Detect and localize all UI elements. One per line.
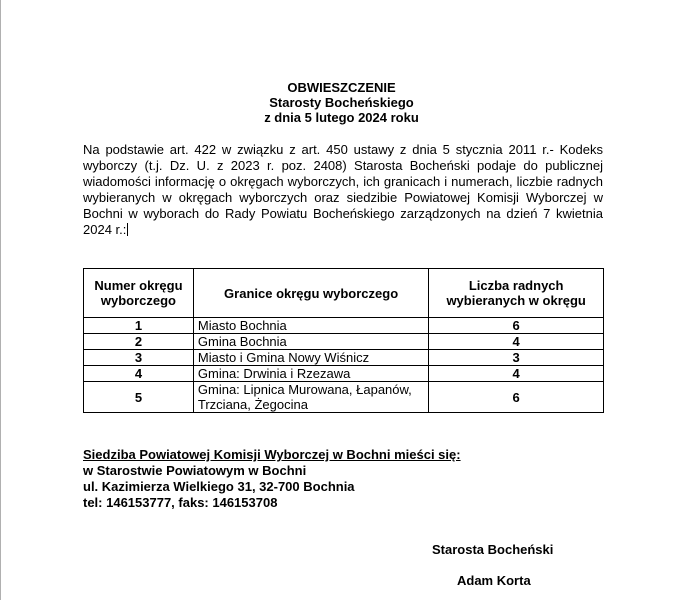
- document-header: [0, 80, 683, 125]
- announcement-text: Na podstawie art. 422 w związku z art. 450 ustawy z dnia 5 stycznia 2011 r.- Kodeks wyborczy (t.j. Dz. U. z 2023 r. poz. 2408) Starosta Bocheński podaje do publicznej wiadomości informację o okręgach wyborczych, ich granicach i numerach, liczbie radnych wybieranych w okręgach wyborczych oraz siedzibie Powiatowej Komisji Wyborczej w Bochni w wyborach do Rady Powiatu Bocheńskiego zarządzonych na dzień 7 kwietnia 2024 r.:: [83, 142, 603, 237]
- district-bounds: Gmina: Drwinia i Rzezawa: [193, 366, 428, 382]
- header-councillor-count: Liczba radnych wybieranych w okręgu: [429, 269, 604, 318]
- councillor-count: 4: [429, 366, 604, 382]
- document-title: OBWIESZCZENIE: [287, 80, 396, 95]
- councillor-count: 4: [429, 334, 604, 350]
- districts-table: [83, 268, 604, 413]
- table-row: [84, 318, 604, 334]
- councillor-count: 6: [429, 382, 604, 413]
- table-row: [84, 334, 604, 350]
- district-number: 3: [84, 350, 194, 366]
- signature-role: Starosta Bocheński: [432, 542, 554, 557]
- header-district-bounds: Granice okręgu wyborczego: [193, 269, 428, 318]
- district-number: 4: [84, 366, 194, 382]
- seat-line-address: ul. Kazimierza Wielkiego 31, 32-700 Bochnia: [83, 479, 355, 494]
- district-bounds: Miasto Bochnia: [193, 318, 428, 334]
- table-row: [84, 366, 604, 382]
- table-row: [84, 350, 604, 366]
- seat-title: Siedziba Powiatowej Komisji Wyborczej w Bochni mieści się:: [83, 447, 461, 462]
- table-header-row: [84, 269, 604, 318]
- district-bounds: Gmina: Lipnica Murowana, Łapanów, Trzciana, Żegocina: [193, 382, 428, 413]
- document-date: z dnia 5 lutego 2024 roku: [264, 110, 419, 125]
- text-cursor: [127, 223, 128, 236]
- district-number: 5: [84, 382, 194, 413]
- commission-seat: [83, 447, 461, 511]
- councillor-count: 3: [429, 350, 604, 366]
- signature-name: Adam Korta: [457, 573, 531, 588]
- table-row: [84, 382, 604, 413]
- header-district-number: Numer okręgu wyborczego: [84, 269, 194, 318]
- district-number: 1: [84, 318, 194, 334]
- district-bounds: Miasto i Gmina Nowy Wiśnicz: [193, 350, 428, 366]
- councillor-count: 6: [429, 318, 604, 334]
- announcement-paragraph[interactable]: [83, 142, 603, 238]
- seat-line-phone: tel: 146153777, faks: 146153708: [83, 495, 278, 510]
- document-subtitle: Starosty Bocheńskiego: [269, 95, 414, 110]
- district-bounds: Gmina Bochnia: [193, 334, 428, 350]
- district-number: 2: [84, 334, 194, 350]
- seat-line-office: w Starostwie Powiatowym w Bochni: [83, 463, 307, 478]
